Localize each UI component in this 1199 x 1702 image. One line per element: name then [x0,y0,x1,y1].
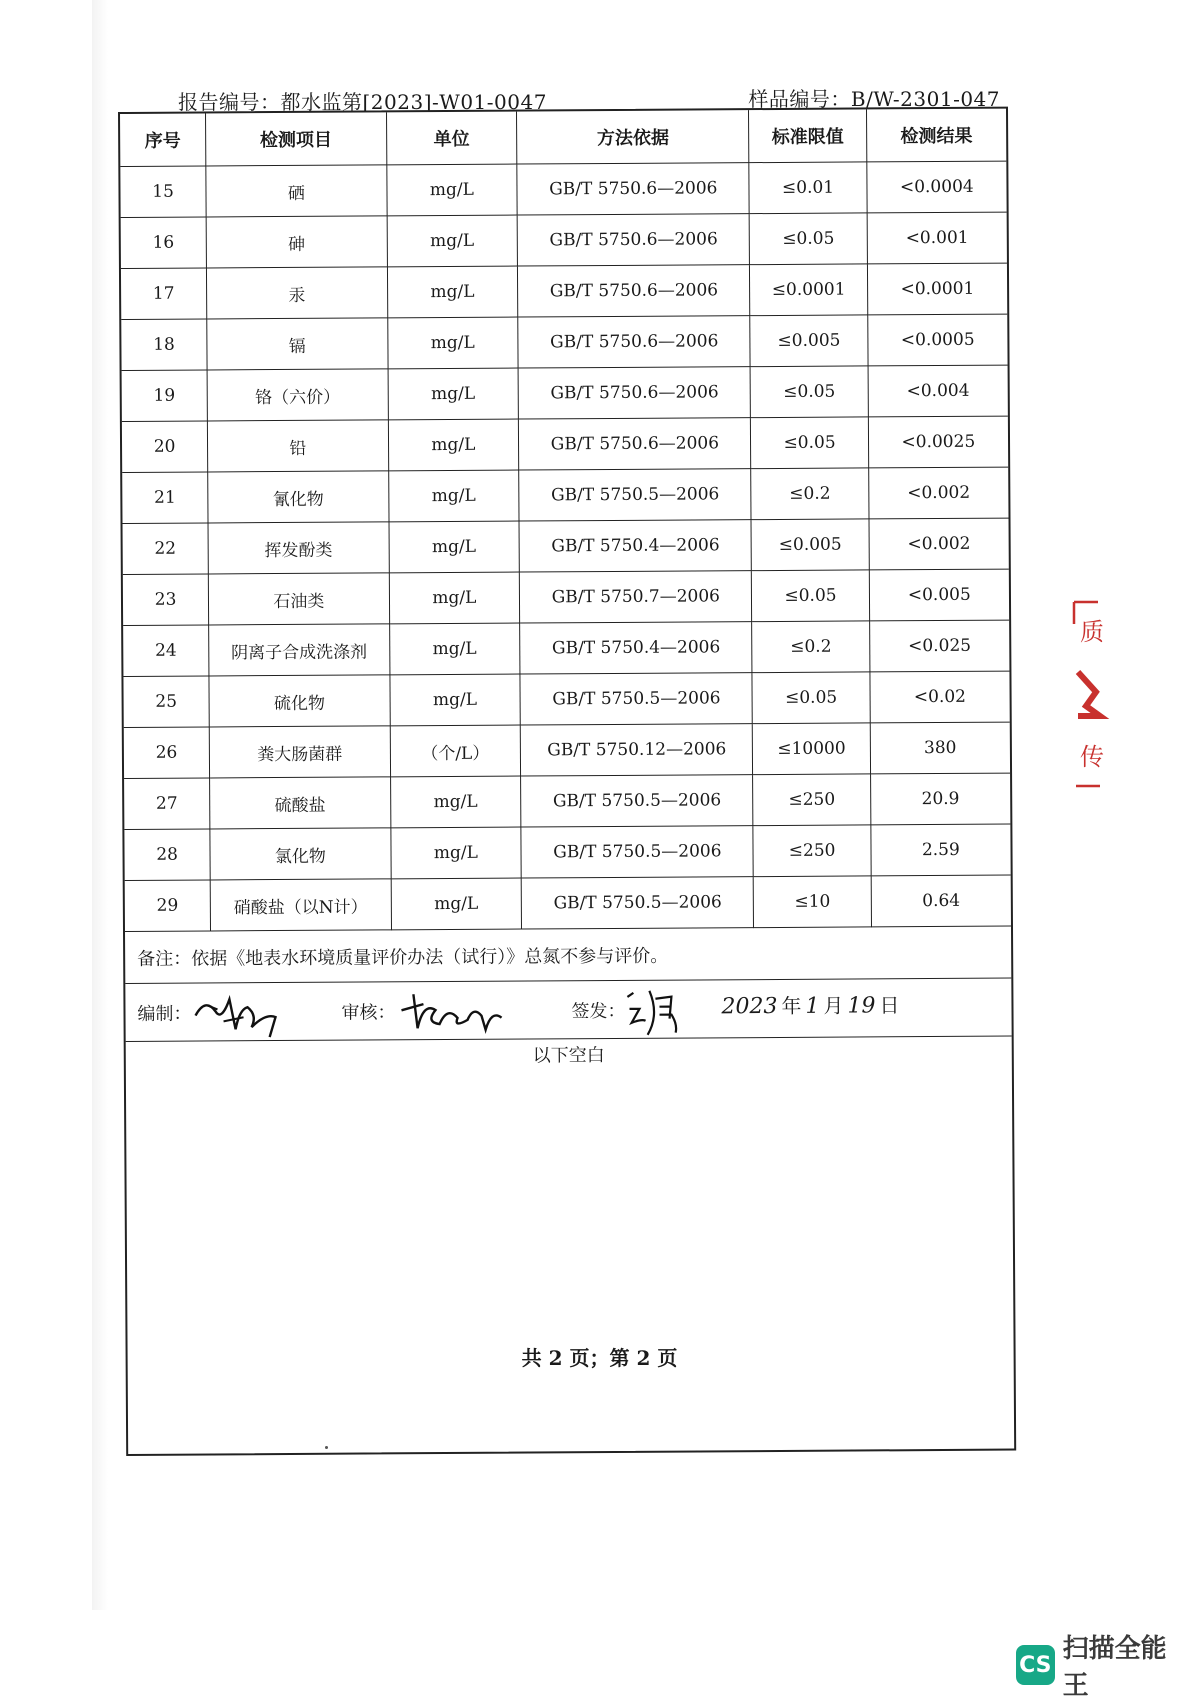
unit-cell: mg/L [389,572,520,624]
row-number-cell: 26 [124,727,210,779]
method-standard-cell: GB/T 5750.12—2006 [521,724,754,776]
method-standard-cell: GB/T 5750.6—2006 [517,214,750,266]
test-item-cell: 砷 [206,216,387,268]
test-item-cell: 阴离子合成洗涤剂 [209,624,390,676]
test-item-cell: 粪大肠菌群 [209,726,390,778]
method-standard-cell: GB/T 5750.6—2006 [517,163,750,215]
row-number-cell: 27 [124,778,210,830]
col-header-item: 检测项目 [206,112,387,166]
report-number-value: 都水监第[2023]-W01-0047 [280,90,547,114]
test-item-cell: 硫化物 [209,675,390,727]
method-standard-cell: GB/T 5750.6—2006 [518,265,751,317]
standard-limit-cell: ≤0.005 [750,315,868,367]
table-row [123,569,1009,625]
scanner-watermark [1016,1634,1188,1701]
reviewed-by-label: 审核： [341,1002,396,1024]
col-header-unit: 单位 [386,112,517,165]
row-number-cell: 22 [123,523,209,575]
standard-limit-cell: ≤0.05 [752,672,870,724]
unit-cell: mg/L [391,878,522,930]
test-result-cell: <0.004 [868,365,1008,417]
test-result-cell: <0.02 [870,671,1010,723]
unit-cell: mg/L [389,674,520,726]
camscanner-logo-icon: CS [1016,1645,1055,1685]
method-standard-cell: GB/T 5750.5—2006 [521,775,754,827]
table-row [124,722,1010,778]
standard-limit-cell: ≤0.2 [752,621,870,673]
test-result-cell: <0.005 [869,569,1009,621]
test-item-cell: 硒 [206,165,387,217]
table-row [123,518,1009,574]
row-number-cell: 16 [121,217,207,269]
standard-limit-cell: ≤0.005 [751,519,869,571]
remark-note: 备注：依据《地表水环境质量评价办法（试行）》总氮不参与评价。 [125,931,1011,984]
unit-cell: mg/L [390,776,521,828]
unit-cell: mg/L [387,215,518,267]
standard-limit-cell: ≤0.05 [750,213,868,265]
test-result-cell: <0.0001 [867,263,1007,315]
row-number-cell: 19 [122,370,208,422]
date-day: 19 [847,993,876,1019]
compiler-signature [187,985,287,1042]
test-item-cell: 石油类 [208,573,389,625]
test-item-cell: 铅 [208,420,389,472]
row-number-cell: 21 [122,472,208,524]
row-number-cell: 28 [124,829,210,881]
row-number-cell: 23 [123,574,209,626]
scan-speck [325,1446,328,1449]
table-row [121,263,1007,319]
test-item-cell: 镉 [207,318,388,370]
unit-cell: mg/L [387,317,518,369]
unit-cell: mg/L [387,266,518,318]
row-number-cell: 25 [123,676,209,728]
test-result-cell: 2.59 [871,824,1011,876]
compiled-by-label: 编制： [137,1003,192,1025]
unit-cell: mg/L [390,827,521,879]
test-item-cell: 氰化物 [208,471,389,523]
method-standard-cell: GB/T 5750.6—2006 [518,316,751,368]
standard-limit-cell: ≤0.05 [751,417,869,469]
row-number-cell: 20 [122,421,208,473]
test-result-cell: 0.64 [871,875,1011,927]
report-sheet [118,107,1016,1456]
standard-limit-cell: ≤0.2 [751,468,869,520]
reviewer-signature [395,984,505,1041]
unit-cell: mg/L [388,419,519,471]
standard-limit-cell: ≤0.01 [749,162,867,214]
method-standard-cell: GB/T 5750.5—2006 [521,826,754,878]
date-day-unit: 日 [879,993,900,1018]
test-result-cell: 380 [870,722,1010,774]
test-result-cell: 20.9 [870,773,1010,825]
table-body [120,161,1011,931]
method-standard-cell: GB/T 5750.4—2006 [519,520,752,572]
unit-cell: mg/L [388,470,519,522]
table-row [124,773,1010,829]
method-standard-cell: GB/T 5750.7—2006 [520,571,753,623]
unit-cell: mg/L [388,368,519,420]
col-header-limit: 标准限值 [749,109,867,162]
col-header-result: 检测结果 [866,109,1006,162]
standard-limit-cell: ≤10 [754,876,872,928]
test-result-cell: <0.0004 [866,161,1006,213]
seal-char-2: 传 [1080,743,1104,771]
seal-fragment [1070,600,1110,790]
table-row [121,212,1007,268]
sample-number-value: B/W-2301-047 [850,87,1000,111]
seal-char-1: 质 [1080,618,1104,646]
watermark-text: 扫描全能王 [1062,1634,1167,1701]
row-number-cell: 18 [121,319,207,371]
row-number-cell: 29 [125,880,211,932]
test-item-cell: 硝酸盐（以N计） [210,879,391,931]
standard-limit-cell: ≤250 [753,774,871,826]
unit-cell: mg/L [386,164,517,216]
standard-limit-cell: ≤0.0001 [750,264,868,316]
test-item-cell: 硫酸盐 [210,777,391,829]
table-row [122,416,1008,472]
test-item-cell: 铬（六价） [207,369,388,421]
results-table [120,109,1011,932]
sign-date [721,989,903,1019]
col-header-method: 方法依据 [517,110,750,164]
test-result-cell: <0.025 [869,620,1009,672]
page-footer: 共 2 页；第 2 页 [521,1346,678,1370]
table-row [120,161,1006,217]
unit-cell: （个/L） [390,725,521,777]
date-year: 2023 [721,993,778,1020]
approver-signature [621,983,691,1039]
test-result-cell: <0.002 [868,467,1008,519]
table-row [124,824,1010,880]
sample-number-label: 样品编号： [748,87,851,111]
table-row [123,620,1009,676]
date-month-unit: 月 [823,993,844,1018]
date-year-unit: 年 [781,993,802,1018]
col-header-no: 序号 [120,113,206,166]
test-result-cell: <0.0005 [867,314,1007,366]
date-month: 1 [805,993,820,1019]
table-row [122,365,1008,421]
test-item-cell: 氯化物 [210,828,391,880]
test-result-cell: <0.0025 [868,416,1008,468]
test-item-cell: 汞 [207,267,388,319]
method-standard-cell: GB/T 5750.6—2006 [518,367,751,419]
table-header-row [120,109,1006,167]
table-row [125,875,1011,931]
report-number-label: 报告编号： [178,90,281,114]
method-standard-cell: GB/T 5750.4—2006 [520,622,753,674]
standard-limit-cell: ≤0.05 [752,570,870,622]
signature-row [125,979,1011,1042]
test-result-cell: <0.001 [867,212,1007,264]
method-standard-cell: GB/T 5750.5—2006 [520,673,753,725]
test-result-cell: <0.002 [869,518,1009,570]
standard-limit-cell: ≤0.05 [751,366,869,418]
method-standard-cell: GB/T 5750.5—2006 [521,877,754,929]
row-number-cell: 17 [121,268,207,320]
table-row [122,467,1008,523]
table-row [121,314,1007,370]
row-number-cell: 24 [123,625,209,677]
unit-cell: mg/L [389,623,520,675]
approved-by-label: 签发： [571,1000,626,1023]
table-row [123,671,1009,727]
unit-cell: mg/L [389,521,520,573]
test-item-cell: 挥发酚类 [208,522,389,574]
row-number-cell: 15 [120,166,206,218]
method-standard-cell: GB/T 5750.6—2006 [519,418,752,470]
blank-below-note: 以下空白 [532,1045,605,1067]
standard-limit-cell: ≤10000 [753,723,871,775]
standard-limit-cell: ≤250 [753,825,871,877]
method-standard-cell: GB/T 5750.5—2006 [519,469,752,521]
